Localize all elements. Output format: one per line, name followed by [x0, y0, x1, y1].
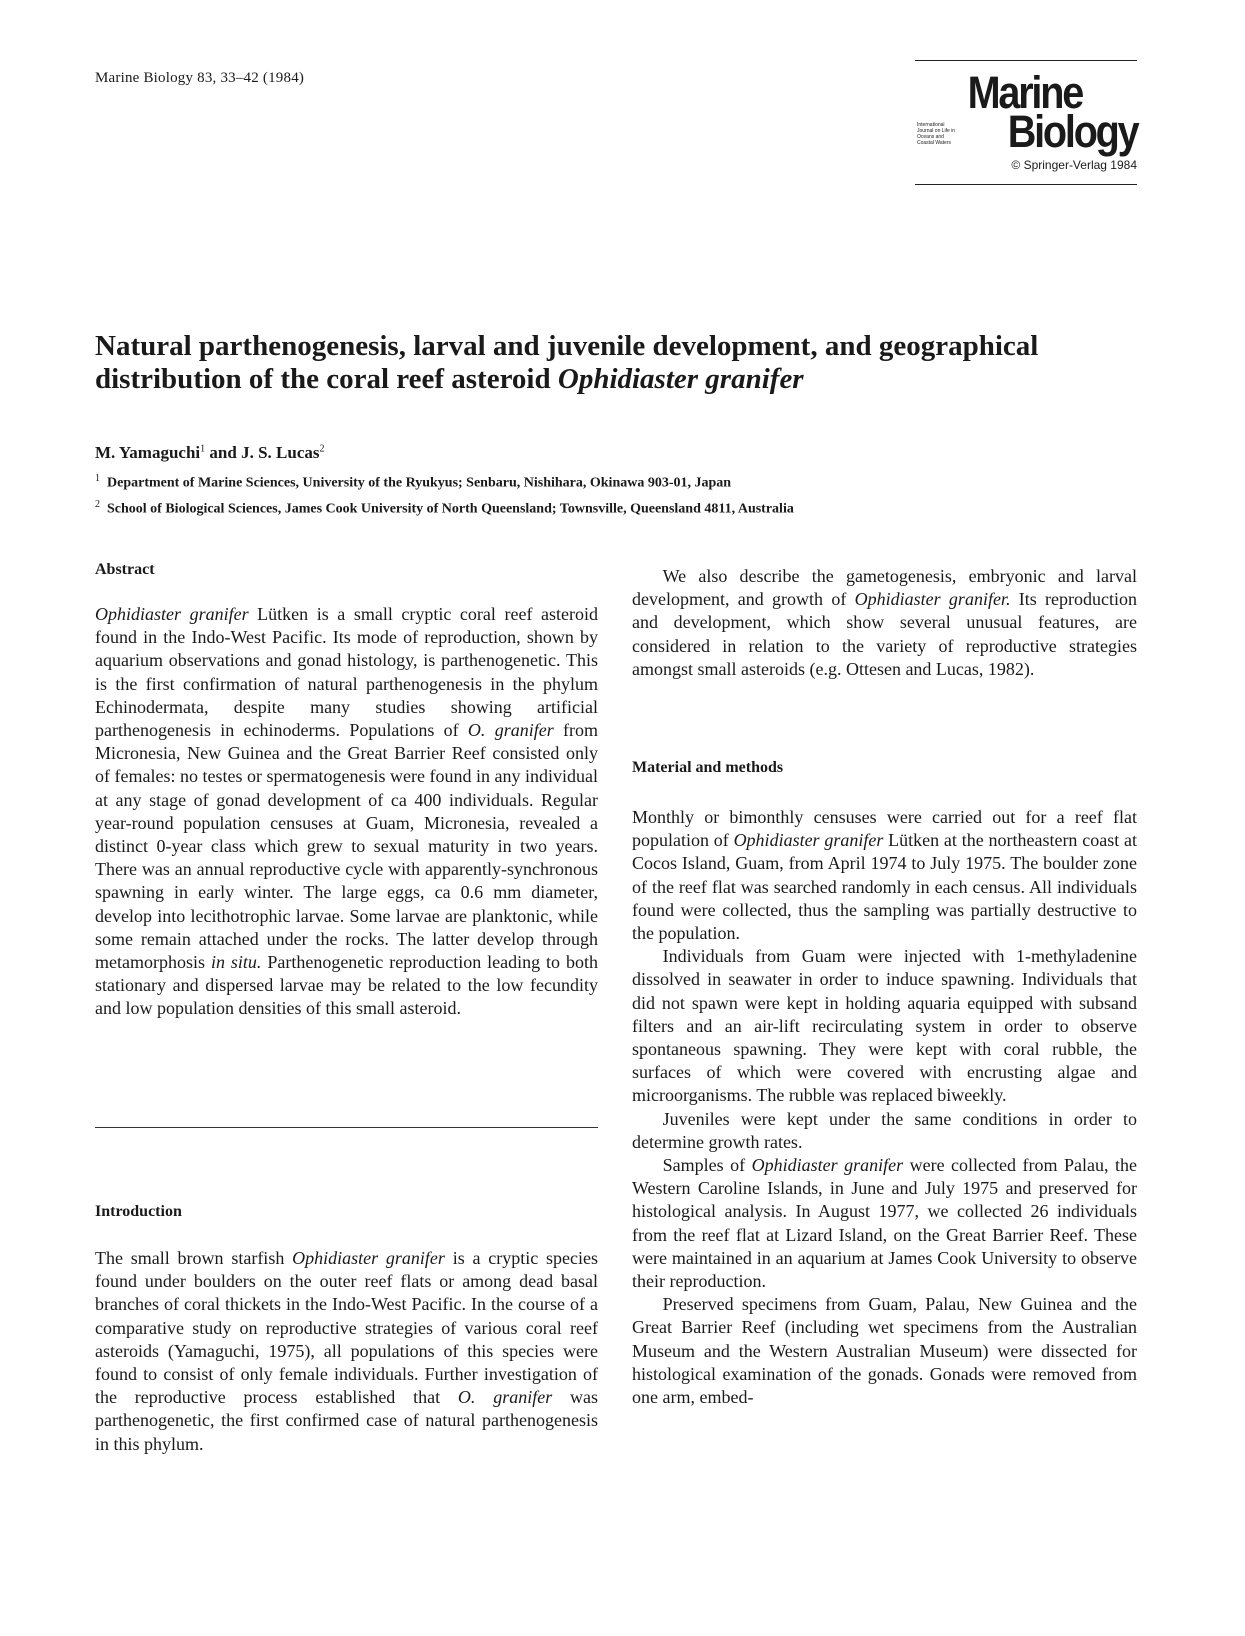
- author1-affil-mark: 1: [200, 443, 206, 455]
- methods-heading: Material and methods: [632, 759, 784, 776]
- article-title: [95, 330, 1105, 396]
- affiliation-2: [95, 499, 794, 518]
- abstract-body: [95, 603, 598, 1021]
- intro-text-1: The small brown starfish: [95, 1248, 293, 1268]
- right-intro-text-2: Its reproduction and development, which show several unusual features, are considered in relation to the variety of reproductive strategies amongst small asteroids (e.g. Ottesen and Lucas, 1982).: [632, 589, 1138, 679]
- affiliation-1: [95, 473, 731, 492]
- abstract-divider: [95, 1127, 598, 1128]
- right-intro-paragraph: [632, 565, 1137, 681]
- author-lucas: J. S. Lucas: [241, 443, 320, 462]
- methods-paragraph-5: Preserved specimens from Guam, Palau, New Guinea and the Great Barrier Reef (including wet specimens from the Australian Museum and the Western Australian Museum) were dissected for histological examination of the gonads. Gonads were removed from one arm, embed-: [632, 1294, 1137, 1408]
- author2-affil-mark: 2: [319, 443, 325, 455]
- right-intro-text-1: We also describe the gametogenesis, embryonic and larval development, and growth of: [632, 566, 1137, 610]
- right-intro-body: [632, 565, 1137, 681]
- journal-citation: Marine Biology 83, 33–42 (1984): [95, 70, 305, 86]
- methods-p1-text-1: Monthly or bimonthly censuses were carried out for a reef flat population of: [632, 807, 1137, 851]
- methods-paragraph-4: [632, 1154, 1137, 1293]
- right-intro-species: Ophidiaster granifer.: [854, 589, 1011, 610]
- journal-logo: [915, 60, 1137, 185]
- methods-paragraph-1: [632, 806, 1137, 945]
- title-text: Natural parthenogenesis, larval and juvenile development, and geographical distribution of the coral reef asteroid: [95, 330, 1039, 395]
- author-line: [95, 443, 325, 463]
- abstract-species-2: O. granifer: [467, 720, 554, 741]
- affiliation-1-mark: 1: [95, 473, 100, 484]
- abstract-heading: Abstract: [95, 561, 155, 578]
- abstract-species-1: Ophidiaster granifer: [95, 604, 249, 624]
- intro-text-3: was parthenogenetic, the first confirmed case of natural parthenogenesis in this phylum.: [95, 1387, 599, 1454]
- introduction-paragraph: [95, 1247, 598, 1456]
- methods-p1-text-2: Lütken at the northeastern coast at Cocos Island, Guam, from April 1974 to July 1975. The boulder zone of the reef flat was searched randomly in each census. All individuals found were collected, thus the sampling was partially destructive to the population.: [632, 830, 1137, 944]
- publisher-copyright: © Springer-Verlag 1984: [1011, 158, 1137, 172]
- logo-word-biology: Biology: [1007, 106, 1137, 157]
- introduction-heading: Introduction: [95, 1203, 182, 1220]
- methods-p4-text-1: Samples of: [662, 1155, 752, 1176]
- intro-text-2: is a cryptic species found under boulders on the outer reef flats or among dead basal branches of coral thickets in the Indo-West Pacific. In the course of a comparative study on reproductive strategies of various coral reef asteroids (Yamaguchi, 1975), all populations of this species were found to consist of only female individuals. Further investigation of the reproductive process established that: [95, 1248, 598, 1408]
- methods-p1-species: Ophidiaster granifer: [733, 830, 884, 851]
- intro-species-2: O. granifer: [457, 1387, 553, 1408]
- abstract-text-3: Parthenogenetic reproduction leading to both stationary and dispersed larvae may be related to the low fecundity and low population densities of this small asteroid.: [95, 952, 598, 1019]
- abstract-in-situ: in situ.: [210, 952, 262, 973]
- logo-top-rule: [915, 60, 1137, 61]
- author-yamaguchi: M. Yamaguchi: [95, 443, 201, 462]
- introduction-body: [95, 1247, 598, 1456]
- abstract-text-1: Lütken is a small cryptic coral reef asteroid found in the Indo-West Pacific. Its mode of reproduction, shown by aquarium observations and gonad histology, is parthenogenetic. This is the first confirmation of natural parthenogenesis in the phylum Echinodermata, despite many studies showing artificial parthenogenesis in echinoderms. Populations of: [95, 604, 598, 741]
- logo-word-marine: Marine: [967, 67, 1082, 118]
- title-species: Ophidiaster granifer: [557, 363, 804, 395]
- logo-tagline: International Journal on Life in Oceans and Coastal Waters: [917, 122, 956, 146]
- affiliation-2-mark: 2: [95, 499, 100, 510]
- logo-bottom-rule: [915, 184, 1137, 185]
- methods-p4-text-2: were collected from Palau, the Western Caroline Islands, in June and July 1975 and preserved for histological analysis. In August 1977, we collected 26 individuals from the reef flat at Lizard Island, on the Great Barrier Reef. These were maintained in an aquarium at James Cook University to observe their reproduction.: [632, 1155, 1137, 1292]
- methods-p4-species: Ophidiaster granifer: [751, 1155, 904, 1176]
- abstract-paragraph: [95, 603, 598, 1021]
- methods-body: [632, 806, 1137, 1409]
- methods-paragraph-2: Individuals from Guam were injected with 1-methyladenine dissolved in seawater in order to induce spawning. Individuals that did not spawn were kept in holding aquaria equipped with subsand filters and an air-lift recirculating system in order to observe spontaneous spawning. They were kept with coral rubble, the surfaces of which were covered with encrusting algae and microorganisms. The rubble was replaced biweekly.: [632, 946, 1137, 1106]
- affiliation-1-text: Department of Marine Sciences, University of the Ryukyus; Senbaru, Nishihara, Okinawa 903-01, Japan: [107, 475, 732, 491]
- affiliation-2-text: School of Biological Sciences, James Cook University of North Queensland; Townsville, Queensland 4811, Australia: [107, 501, 794, 517]
- author-joiner: and: [209, 443, 237, 462]
- abstract-text-2: from Micronesia, New Guinea and the Great Barrier Reef consisted only of females: no testes or spermatogenesis were found in any individual at any stage of gonad development of ca 400 individuals. Regular year-round population censuses at Guam, Micronesia, revealed a distinct 0-year class which grew to sexual maturity in two years. There was an annual reproductive cycle with apparently-synchronous spawning in early winter. The large eggs, ca 0.6 mm diameter, develop into lecithotrophic larvae. Some larvae are planktonic, while some remain attached under the rocks. The latter develop through metamorphosis: [95, 720, 599, 973]
- methods-paragraph-3: Juveniles were kept under the same conditions in order to determine growth rates.: [632, 1108, 1137, 1152]
- intro-species-1: Ophidiaster granifer: [292, 1248, 445, 1268]
